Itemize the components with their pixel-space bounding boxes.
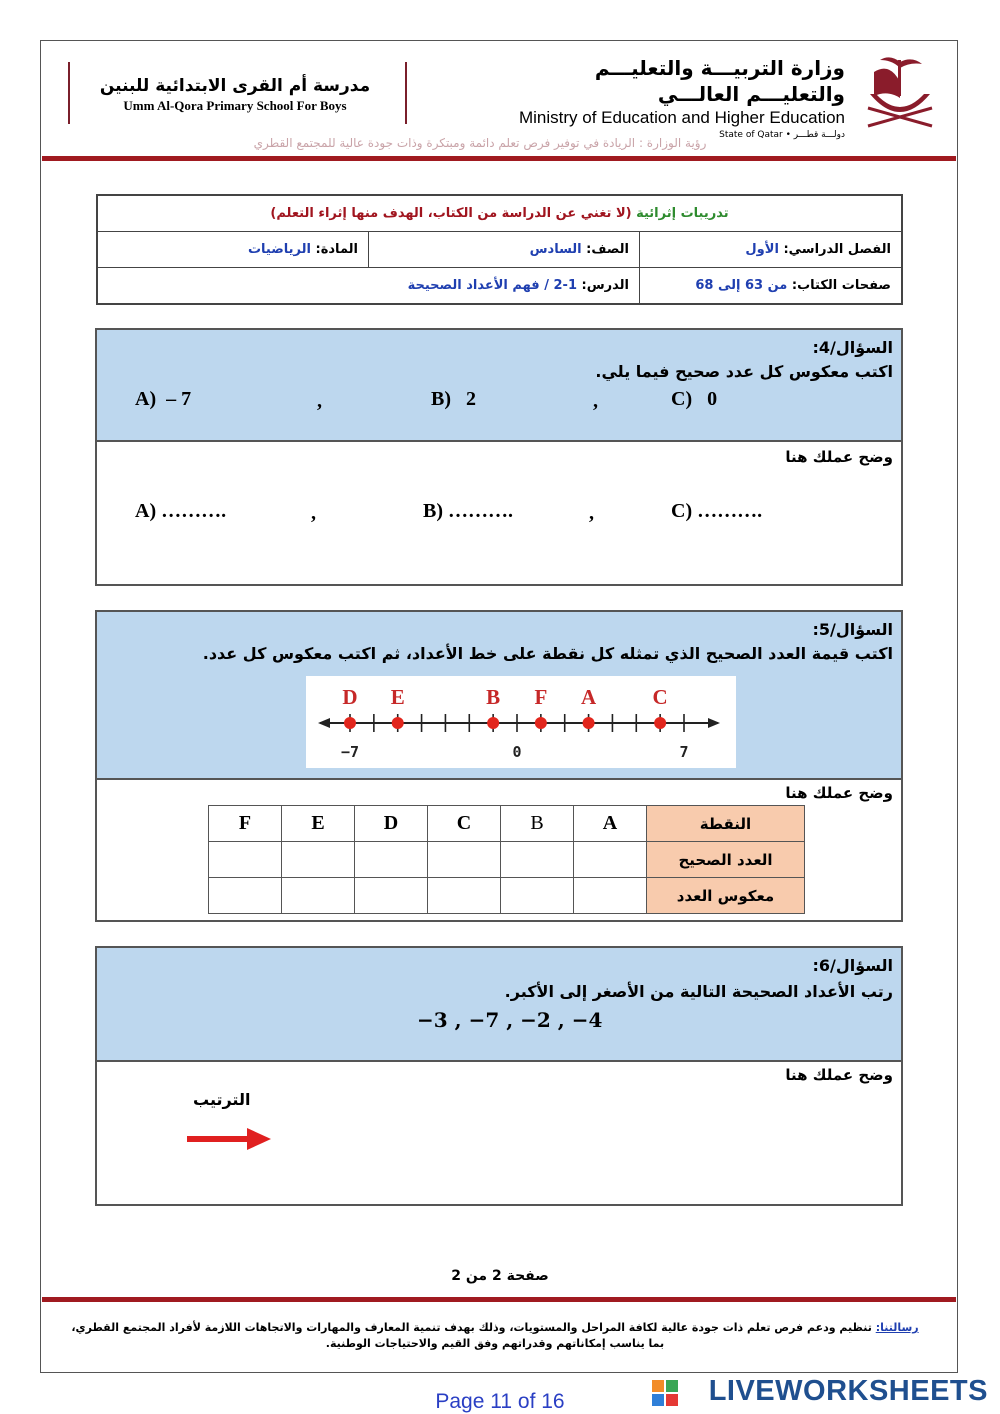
opposite-cell-e[interactable]	[282, 878, 355, 914]
number-line-tick-label: 7	[679, 743, 689, 761]
point-b-label: B	[486, 685, 501, 709]
question-6-text: رتب الأعداد الصحيحة التالية من الأصغر إلى الأكبر.	[504, 982, 893, 1001]
grade-value: السادس	[529, 242, 582, 257]
order-label: الترتيب	[193, 1090, 251, 1109]
points-row-integer	[209, 842, 805, 878]
points-row-labels	[209, 806, 805, 842]
q4-answer-comma-2: ,	[589, 502, 594, 524]
mission-text-2: بما يناسب إمكاناتهم وقدراتهم وفق القيم والاحتياجات الوطنية.	[325, 1337, 665, 1350]
col-e-header: E	[282, 806, 355, 842]
q4-answer-a[interactable]: A) ……….	[135, 500, 227, 522]
grade-label: الصف:	[586, 242, 629, 257]
ministry-mission	[60, 1320, 930, 1352]
point-d-label: D	[342, 685, 358, 709]
question-5-work-label: وضح عملك هنا	[785, 784, 893, 802]
qatar-emblem-icon	[860, 52, 940, 134]
point-c-label: C	[652, 685, 668, 709]
point-f-marker	[535, 717, 547, 729]
lesson-cell	[97, 268, 640, 305]
question-6-box	[95, 946, 903, 1206]
integer-cell-c[interactable]	[428, 842, 501, 878]
question-5-header	[97, 612, 901, 780]
opposite-cell-c[interactable]	[428, 878, 501, 914]
right-arrow-icon	[187, 1126, 273, 1152]
subject-label: المادة:	[315, 242, 358, 257]
pages-label: صفحات الكتاب:	[791, 278, 891, 293]
number-line-tick-label: −7	[340, 743, 360, 761]
row-label-integer: العدد الصحيح	[647, 842, 805, 878]
row-label-point: النقطة	[647, 806, 805, 842]
opposite-cell-b[interactable]	[501, 878, 574, 914]
grade-cell	[369, 232, 640, 268]
integer-cell-d[interactable]	[355, 842, 428, 878]
ministry-name-en: Ministry of Education and Higher Education	[518, 108, 845, 127]
integer-cell-b[interactable]	[501, 842, 574, 878]
q4-answer-comma-1: ,	[311, 502, 316, 524]
col-d-header: D	[355, 806, 428, 842]
question-6-work-label: وضح عملك هنا	[785, 1066, 893, 1084]
ministry-name-ar: وزارة التربيـــة والتعليـــم والتعليـــم العالـــي	[594, 56, 845, 106]
question-4-text: اكتب معكوس كل عدد صحيح فيما يلي.	[595, 362, 893, 381]
opposite-cell-a[interactable]	[574, 878, 647, 914]
page-number: صفحة 2 من 2	[451, 1268, 549, 1284]
question-4-work-label: وضح عملك هنا	[785, 448, 893, 466]
banner-green-text: تدريبات إثرائية	[636, 206, 729, 221]
header-divider-right	[405, 62, 407, 124]
q4-comma-1: ,	[317, 390, 322, 412]
integer-cell-e[interactable]	[282, 842, 355, 878]
col-a-header: A	[574, 806, 647, 842]
term-label: الفصل الدراسي:	[783, 242, 891, 257]
opposite-cell-f[interactable]	[209, 878, 282, 914]
question-6-title: السؤال/6:	[812, 956, 893, 975]
point-a-marker	[583, 717, 595, 729]
question-6-header	[97, 948, 901, 1062]
school-name-ar: مدرسة أم القرى الابتدائية للبنين	[99, 76, 371, 96]
question-5-text: اكتب قيمة العدد الصحيح الذي تمثله كل نقطة على خط الأعداد، ثم اكتب معكوس كل عدد.	[202, 644, 893, 663]
footer-red-bar	[42, 1297, 956, 1302]
page-counter: Page 11 of 16	[435, 1390, 565, 1413]
school-header	[75, 75, 395, 115]
point-e-marker	[392, 717, 404, 729]
mission-line-1	[60, 1320, 930, 1336]
point-e-label: E	[390, 685, 405, 709]
integer-cell-a[interactable]	[574, 842, 647, 878]
school-name-en: Umm Al-Qora Primary School For Boys	[123, 98, 347, 113]
order-answer-area[interactable]	[357, 1108, 877, 1148]
state-of-qatar: State of Qatar • دولـــة قطـــر	[719, 130, 845, 140]
number-line-tick-label: 0	[512, 743, 522, 761]
integer-cell-f[interactable]	[209, 842, 282, 878]
opposite-cell-d[interactable]	[355, 878, 428, 914]
number-line	[306, 676, 736, 768]
q4-option-a: A) – 7	[135, 388, 192, 410]
lesson-value: 1-2 / فهم الأعداد الصحيحة	[407, 278, 577, 293]
point-c-marker	[654, 717, 666, 729]
points-row-opposite	[209, 878, 805, 914]
point-f-label: F	[534, 685, 548, 709]
pages-cell	[640, 268, 903, 305]
question-4-header	[97, 330, 901, 442]
mission-label: رسالتنا:	[875, 1321, 919, 1334]
q6-number-list: −3 , −7 , −2 , −4	[417, 1008, 603, 1032]
header-divider-left	[68, 62, 70, 124]
point-b-marker	[487, 717, 499, 729]
col-c-header: C	[428, 806, 501, 842]
liveworksheets-brand[interactable]: LIVEWORKSHEETS	[708, 1375, 988, 1407]
header-red-bar	[42, 156, 956, 161]
q4-comma-2: ,	[593, 390, 598, 412]
question-5-title: السؤال/5:	[812, 620, 893, 639]
ministry-vision: رؤية الوزارة : الريادة في توفير فرص تعلم دائمة ومبتكرة وذات جودة عالية للمجتمع القطري	[253, 136, 707, 150]
mission-text-1: تنظيم ودعم فرص تعلم ذات جودة عالية لكافة المراحل والمستويات، وذلك بهدف تنمية المعارف والمهارات والاتجاهات اللازمة لأفراد المجتمع القطري،	[71, 1321, 876, 1334]
col-f-header: F	[209, 806, 282, 842]
pages-value: من 63 إلى 68	[695, 278, 788, 293]
q4-option-c: C) 0	[671, 388, 718, 410]
subject-value: الرياضيات	[247, 242, 311, 257]
q4-option-b: B) 2	[431, 388, 476, 410]
row-label-opposite: معكوس العدد	[647, 878, 805, 914]
question-4-title: السؤال/4:	[812, 338, 893, 357]
subject-cell	[97, 232, 369, 268]
point-a-label: A	[580, 685, 597, 709]
q4-answer-c[interactable]: C) ……….	[671, 500, 763, 522]
term-cell	[640, 232, 903, 268]
ministry-header	[505, 55, 845, 141]
question-4-box	[95, 328, 903, 586]
banner-red-text: (لا تغني عن الدراسة من الكتاب، الهدف منها إثراء التعلم)	[270, 206, 632, 221]
points-table	[208, 805, 805, 914]
lesson-label: الدرس:	[581, 278, 629, 293]
q4-answer-b[interactable]: B) ……….	[423, 500, 513, 522]
enrichment-banner	[97, 195, 902, 232]
liveworksheets-logo-icon	[652, 1380, 678, 1406]
term-value: الأول	[745, 242, 779, 257]
col-b-header: B	[501, 806, 574, 842]
info-table	[96, 194, 903, 305]
point-d-marker	[344, 717, 356, 729]
